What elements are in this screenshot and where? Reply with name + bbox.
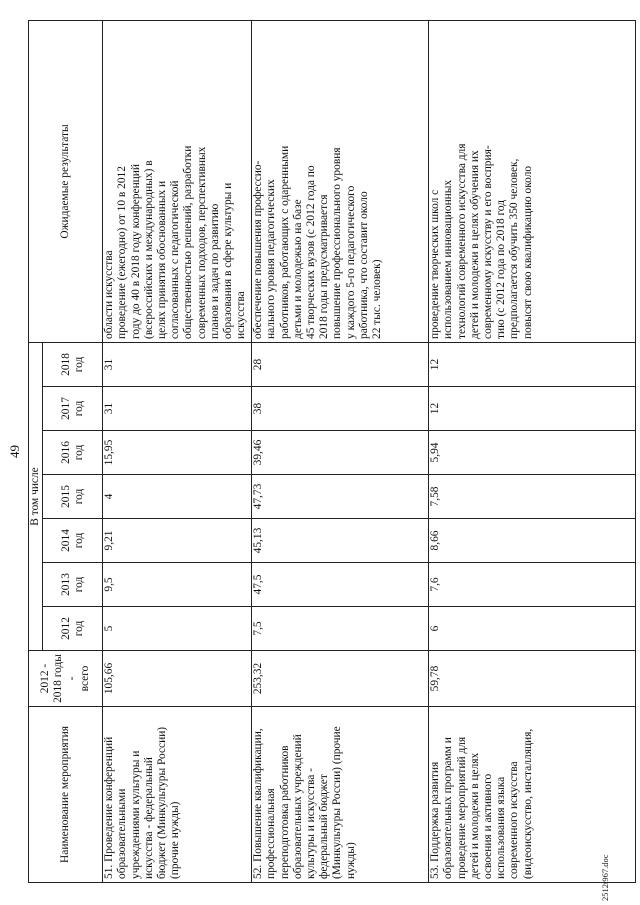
row-value-2015: 47,73	[252, 475, 429, 519]
row-name: 53. Поддержка развития образовательных программ и проведение мероприятий для детей и молодежи в целях освоения и активного использования языка современного искусства (видеоискусство, инсталляция,	[429, 707, 636, 883]
header-year-2015: 2015 год	[43, 475, 103, 519]
header-year-2016: 2016 год	[43, 431, 103, 475]
row-value-2018: 31	[103, 342, 252, 386]
row-value-2014: 45,13	[252, 519, 429, 563]
header-year-2013: 2013 год	[43, 563, 103, 607]
page-number-text: 49	[7, 445, 22, 458]
row-results: проведение творческих школ с использованием инновационных технологий современного искусства для детей и молодежи в целях обучения их современному искусству и его восприя- тию (с 2012 года по 2018 год предполагается обучить 350 человек, повысят свою квалификацию около	[429, 20, 636, 342]
header-year-2014: 2014 год	[43, 519, 103, 563]
row-value-2014: 8,66	[429, 519, 636, 563]
row-value-2013: 47,5	[252, 563, 429, 607]
measures-table	[28, 20, 636, 883]
row-value-2015: 7,58	[429, 475, 636, 519]
row-name: 51. Проведение конференций образовательными учреждениями культуры и искусства - федеральный бюджет (Минкультуры России) (прочие нужды)	[103, 707, 252, 883]
header-year-2012: 2012 год	[43, 607, 103, 651]
header-results: Ожидаемые результаты	[29, 20, 103, 342]
row-value-2017: 12	[429, 387, 636, 431]
header-row-1	[29, 20, 43, 882]
row-name: 52. Повышение квалификации, профессиональная переподготовка работников образовательных учреждений культуры и искусства - федеральный бюджет (Минкультуры России) (прочие нужды)	[252, 707, 429, 883]
row-value-2013: 7,6	[429, 563, 636, 607]
row-value-2012: 6	[429, 607, 636, 651]
row-value-2018: 12	[429, 342, 636, 386]
row-value-2018: 28	[252, 342, 429, 386]
row-value-2017: 38	[252, 387, 429, 431]
header-in-total: В том числе	[29, 342, 43, 650]
table-row	[252, 20, 429, 882]
row-value-2013: 9,5	[103, 563, 252, 607]
row-value-2015: 4	[103, 475, 252, 519]
row-value-2016: 15,95	[103, 431, 252, 475]
row-results: области искусства проведение (ежегодно) от 10 в 2012 году до 40 в 2018 году конференций (всероссийских и международных) в целях принятия обоснованных и согласованных с педагогической общественностью решений, разработки современных подходов, перспективных планов и задач по развитию образования в сфере культуры и искусства	[103, 20, 252, 342]
row-value-2017: 31	[103, 387, 252, 431]
row-results: обеспечение повышения профессио- нального уровня педагогических работников, работающих с одаренными детьми и молодежью на базе 45 творческих вузов (с 2012 года по 2018 годы предусматривается повышение профессионального уровня у каждого 5-го педагогического работника, что составит около 22 тыс. человек)	[252, 20, 429, 342]
row-total: 105,66	[103, 651, 252, 707]
row-total: 253,32	[252, 651, 429, 707]
footer-code: 2512t967.doc	[600, 854, 610, 901]
row-value-2012: 5	[103, 607, 252, 651]
row-value-2016: 39,46	[252, 431, 429, 475]
header-year-2018: 2018 год	[43, 342, 103, 386]
table-row	[103, 20, 252, 882]
header-name: Наименование мероприятия	[29, 707, 103, 883]
row-value-2016: 5,94	[429, 431, 636, 475]
row-total: 59,78	[429, 651, 636, 707]
header-year-2017: 2017 год	[43, 387, 103, 431]
table-row	[429, 20, 636, 882]
header-total: 2012 - 2018 годы - всего	[29, 651, 103, 707]
row-value-2014: 9,21	[103, 519, 252, 563]
row-value-2012: 7,5	[252, 607, 429, 651]
